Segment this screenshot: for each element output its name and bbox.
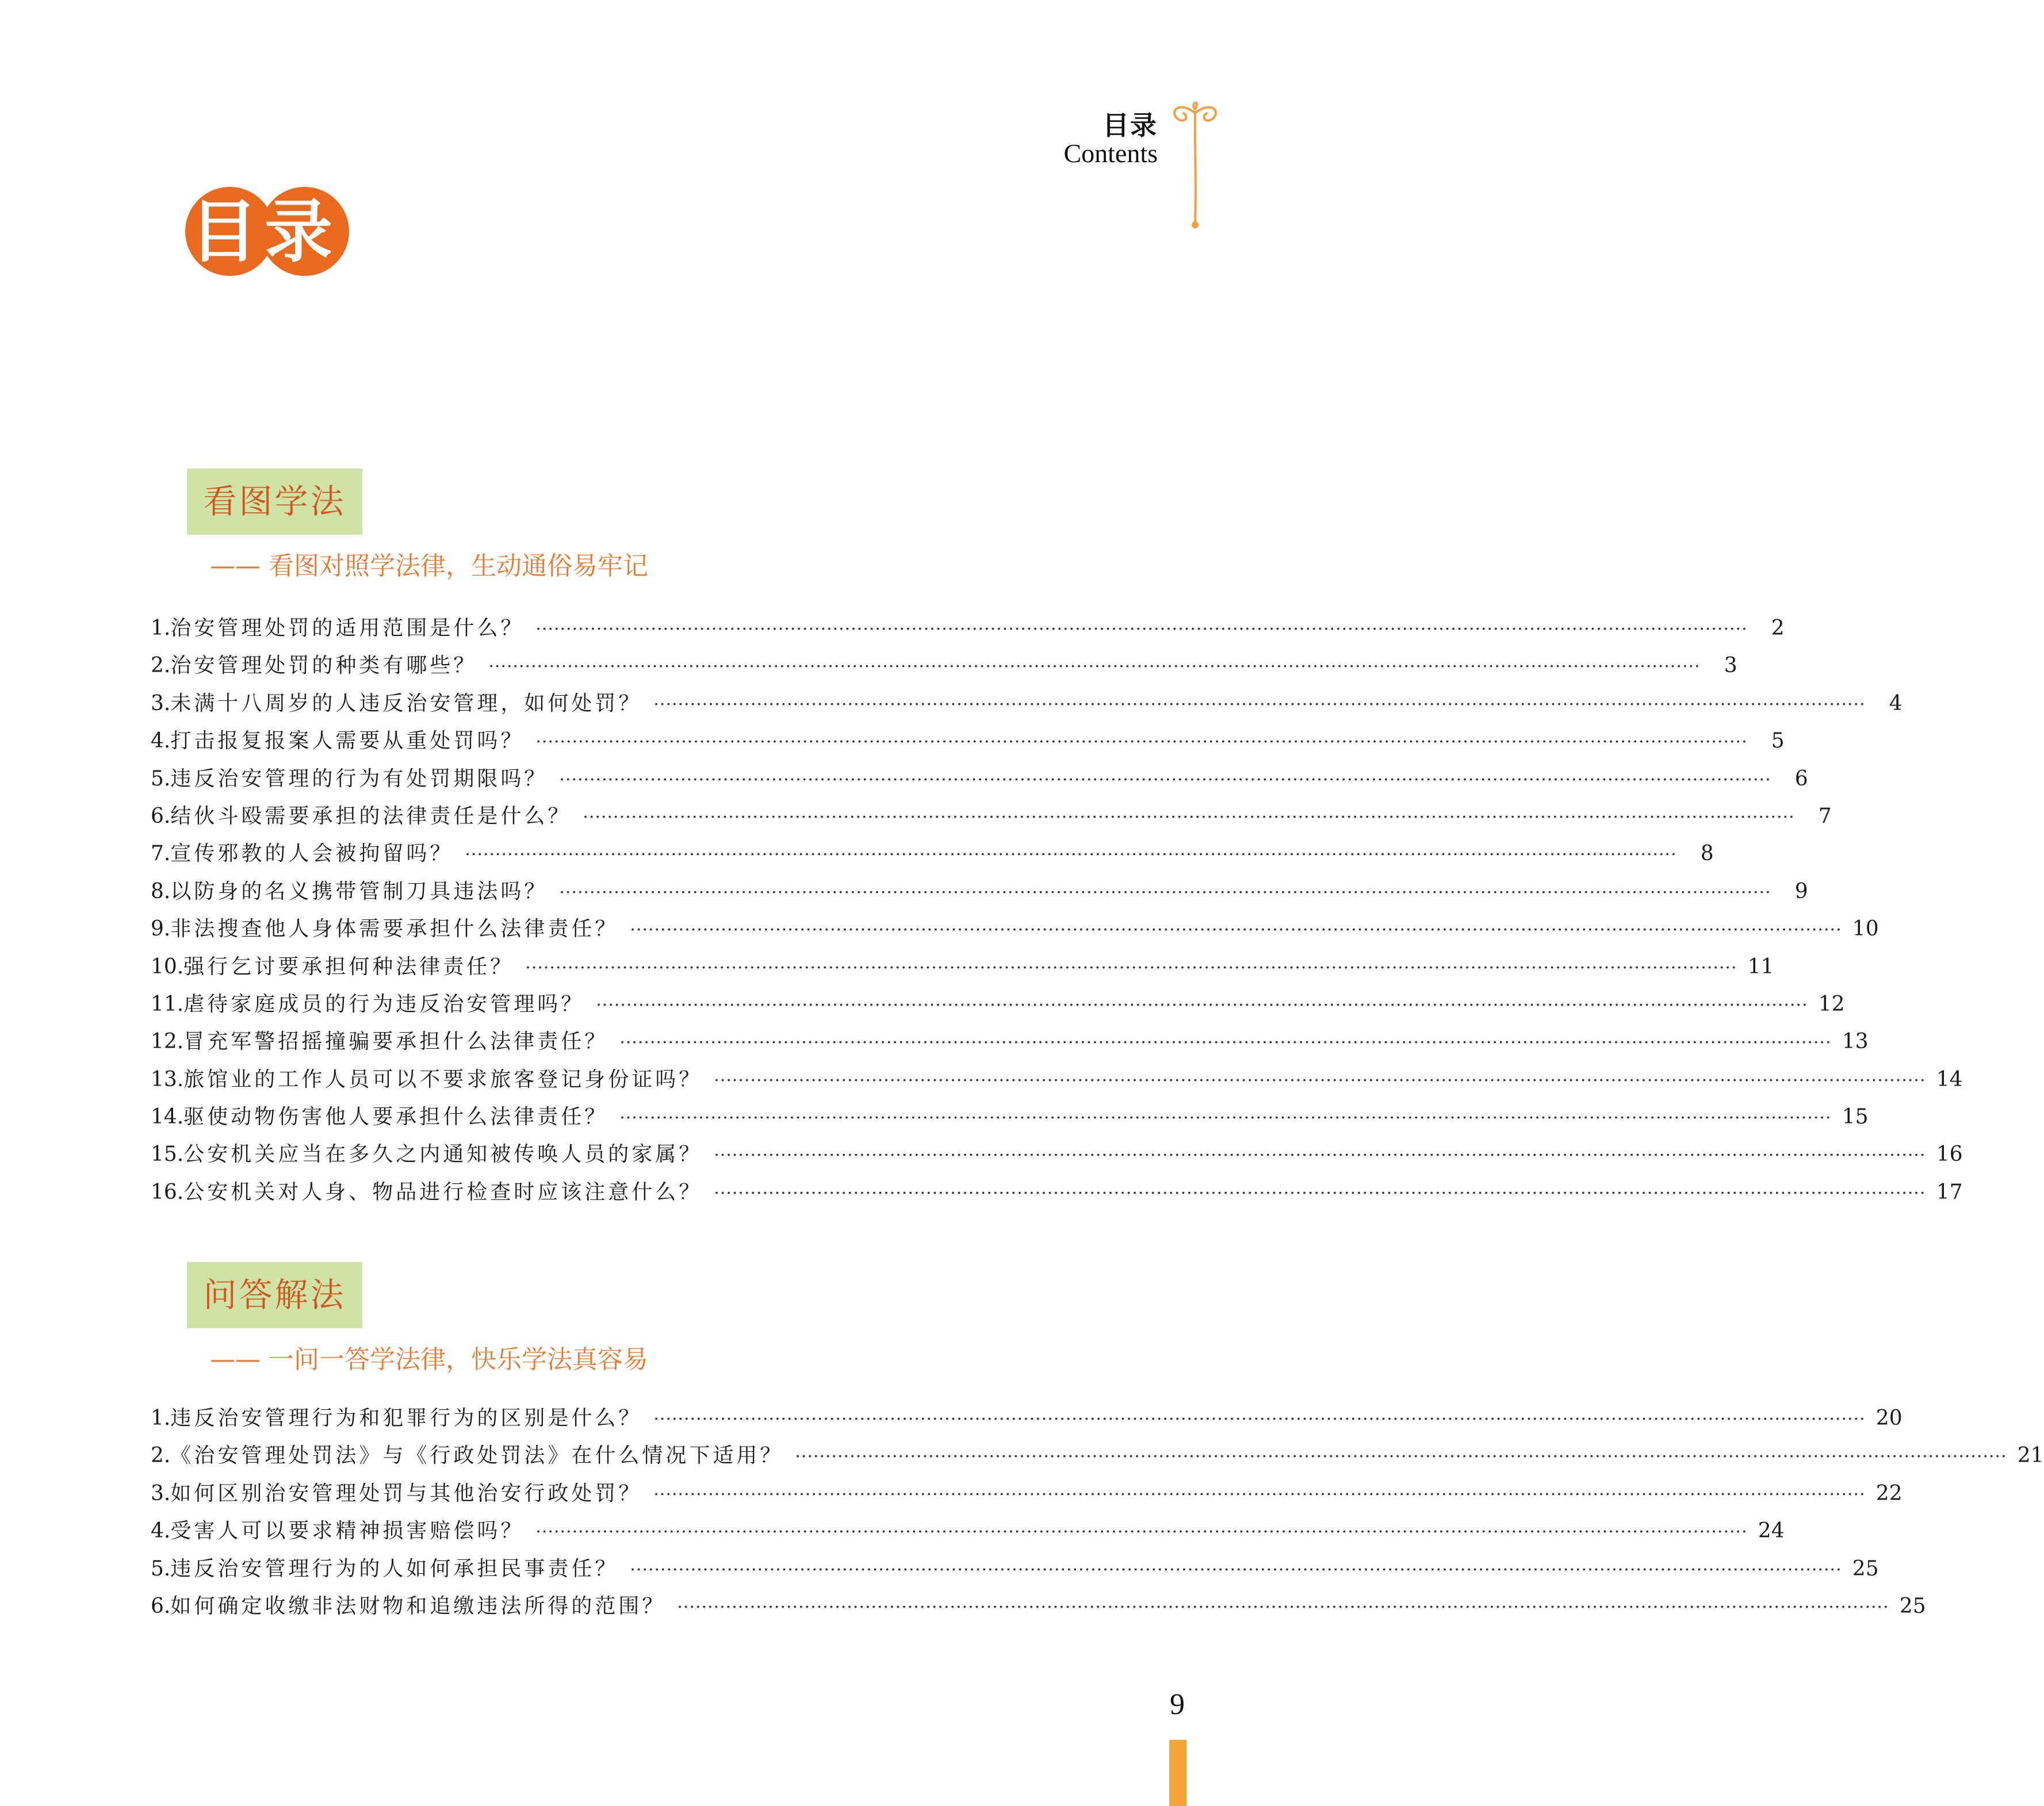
toc-entry-number: 15.: [151, 1142, 184, 1167]
toc-entry-title: 冒充军警招摇撞骗要承担什么法律责任？: [183, 1030, 608, 1054]
toc-entry-page: 2: [1771, 616, 1785, 640]
toc-entry-title: 驱使动物伤害他人要承担什么法律责任？: [183, 1105, 608, 1129]
toc-entry[interactable]: [151, 1023, 1869, 1060]
toc-entry[interactable]: [151, 797, 1832, 835]
page-title: 目录: [190, 192, 340, 271]
toc-entry-title: 未满十八周岁的人违反治安管理，如何处罚？: [170, 691, 642, 715]
section-subtitle: —— 一问一答学法律，快乐学法真容易: [210, 1345, 648, 1374]
section-heading-box: [187, 1262, 362, 1328]
toc-dot-leader: ········································································································································································································: [619, 1033, 1832, 1053]
toc-entry-number: 4.: [151, 729, 171, 753]
toc-entry-number: 3.: [151, 691, 171, 715]
toc-entry-number: 3.: [151, 1481, 171, 1505]
toc-dot-leader: ········································································································································································································: [525, 957, 1737, 978]
toc-dot-leader: ········································································································································································································: [488, 657, 1701, 677]
toc-entry-title: 如何区别治安管理处罚与其他治安行政处罚？: [170, 1481, 642, 1505]
toc-entry-page: 8: [1700, 842, 1714, 866]
header-title-cn: 目录: [1103, 110, 1158, 141]
toc-entry-number: 14.: [151, 1105, 184, 1129]
toc-entry-page: 24: [1758, 1519, 1785, 1543]
toc-entry[interactable]: [151, 685, 1903, 722]
toc-entry-page: 3: [1724, 654, 1737, 678]
toc-entry-number: 4.: [151, 1519, 171, 1543]
toc-entry[interactable]: [151, 760, 1808, 797]
toc-dot-leader: ········································································································································································································: [535, 732, 1748, 753]
toc-entry[interactable]: [151, 986, 1845, 1023]
toc-entry-number: 8.: [151, 879, 171, 903]
toc-dot-leader: ········································································································································································································: [596, 995, 1808, 1015]
toc-entry-number: 12.: [151, 1030, 184, 1054]
toc-dot-leader: ········································································································································································································: [559, 882, 1771, 903]
section-heading: 问答解法: [203, 1275, 346, 1314]
flourish-ornament-icon: [1166, 95, 1224, 227]
toc-entry-number: 9.: [151, 917, 171, 941]
toc-entry-page: 25: [1899, 1594, 1926, 1618]
toc-entry-number: 2.: [151, 654, 171, 678]
toc-entry-title: 公安机关对人身、物品进行检查时应该注意什么？: [183, 1180, 703, 1204]
toc-entry-number: 2.: [151, 1444, 171, 1468]
toc-entry[interactable]: [151, 873, 1808, 910]
toc-entry-number: 11.: [151, 992, 184, 1016]
toc-entry-page: 10: [1852, 917, 1879, 941]
toc-dot-leader: ········································································································································································································: [465, 845, 1677, 865]
toc-entry[interactable]: [151, 722, 1785, 760]
toc-entry-title: 违反治安管理行为的人如何承担民事责任？: [170, 1556, 619, 1581]
section-subtitle: —— 看图对照学法律，生动通俗易牢记: [210, 551, 648, 581]
toc-entry-page: 12: [1818, 992, 1845, 1016]
toc-entry-title: 以防身的名义携带管制刀具违法吗？: [170, 879, 548, 903]
toc-entry-page: 13: [1842, 1030, 1869, 1054]
toc-entry-page: 5: [1771, 729, 1785, 753]
toc-dot-leader: ········································································································································································································: [535, 619, 1748, 639]
toc-entry-title: 违反治安管理行为和犯罪行为的区别是什么？: [170, 1406, 642, 1430]
page-title-badge: [185, 184, 358, 279]
toc-entry-title: 公安机关应当在多久之内通知被传唤人员的家属？: [183, 1142, 703, 1167]
toc-entry[interactable]: [151, 1399, 1903, 1437]
toc-entry-page: 21: [2017, 1444, 2044, 1468]
toc-entry-title: 如何确定收缴非法财物和追缴违法所得的范围？: [170, 1594, 666, 1618]
toc-list: [151, 609, 1963, 1211]
toc-dot-leader: ········································································································································································································: [653, 694, 1866, 715]
toc-entry-title: 旅馆业的工作人员可以不要求旅客登记身份证吗？: [183, 1067, 703, 1091]
toc-entry[interactable]: [151, 1588, 1926, 1625]
toc-entry[interactable]: [151, 910, 1879, 948]
toc-entry[interactable]: [151, 1550, 1879, 1588]
toc-entry-number: 10.: [151, 954, 184, 979]
toc-entry-title: 虐待家庭成员的行为违反治安管理吗？: [183, 992, 585, 1016]
toc-entry-number: 6.: [151, 1594, 171, 1618]
toc-dot-leader: ········································································································································································································: [795, 1447, 2007, 1467]
toc-entry-page: 22: [1875, 1481, 1903, 1505]
toc-entry-title: 治安管理处罚的种类有哪些？: [170, 654, 477, 678]
toc-entry-number: 13.: [151, 1067, 184, 1091]
toc-entry-title: 违反治安管理的行为有处罚期限吗？: [170, 766, 548, 791]
toc-entry[interactable]: [151, 1475, 1903, 1512]
toc-entry[interactable]: [151, 835, 1714, 872]
toc-dot-leader: ········································································································································································································: [653, 1484, 1866, 1505]
toc-entry-page: 6: [1794, 766, 1808, 791]
toc-entry[interactable]: [151, 609, 1785, 647]
toc-entry-title: 打击报复报案人需要从重处罚吗？: [170, 729, 525, 753]
toc-entry-page: 7: [1818, 804, 1832, 828]
toc-entry-title: 治安管理处罚的适用范围是什么？: [170, 616, 525, 640]
toc-entry-title: 强行乞讨要承担何种法律责任？: [183, 954, 514, 979]
toc-entry-page: 9: [1794, 879, 1808, 903]
toc-dot-leader: ········································································································································································································: [714, 1070, 1926, 1091]
toc-entry-number: 7.: [151, 842, 171, 866]
page-number: 9: [1170, 1688, 1185, 1721]
toc-dot-leader: ········································································································································································································: [714, 1183, 1926, 1203]
toc-entry-title: 结伙斗殴需要承担的法律责任是什么？: [170, 804, 572, 828]
toc-entry-page: 20: [1875, 1406, 1903, 1430]
toc-dot-leader: ········································································································································································································: [714, 1145, 1926, 1166]
toc-entry-number: 1.: [151, 616, 171, 640]
toc-entry-number: 1.: [151, 1406, 171, 1430]
toc-dot-leader: ········································································································································································································: [630, 920, 1842, 941]
toc-entry[interactable]: [151, 1174, 1963, 1211]
toc-entry[interactable]: [151, 1098, 1869, 1136]
toc-entry-page: 16: [1936, 1142, 1963, 1167]
toc-dot-leader: ········································································································································································································: [653, 1409, 1866, 1429]
toc-entry-page: 11: [1747, 954, 1774, 979]
toc-entry-title: 非法搜查他人身体需要承担什么法律责任？: [170, 917, 619, 941]
toc-dot-leader: ········································································································································································································: [535, 1522, 1748, 1543]
toc-list: [151, 1399, 2044, 1625]
toc-dot-leader: ········································································································································································································: [619, 1108, 1832, 1129]
toc-entry[interactable]: [151, 1061, 1963, 1098]
section-heading-box: [187, 469, 362, 535]
header-title-en: Contents: [1063, 139, 1158, 168]
toc-entry[interactable]: [151, 1437, 2044, 1474]
toc-entry-page: 14: [1936, 1067, 1963, 1091]
toc-entry-page: 15: [1842, 1105, 1869, 1129]
page-edge-bar: [1169, 1740, 1186, 1806]
toc-entry[interactable]: [151, 1136, 1963, 1173]
toc-entry-page: 17: [1936, 1180, 1963, 1204]
toc-entry-number: 5.: [151, 1556, 171, 1581]
toc-entry[interactable]: [151, 948, 1774, 986]
toc-entry-title: 宣传邪教的人会被拘留吗？: [170, 842, 454, 866]
toc-dot-leader: ········································································································································································································: [630, 1559, 1842, 1580]
toc-entry-title: 《治安管理处罚法》与《行政处罚法》在什么情况下适用？: [170, 1444, 784, 1468]
toc-dot-leader: ········································································································································································································: [677, 1597, 1889, 1617]
toc-dot-leader: ········································································································································································································: [583, 807, 1795, 827]
toc-dot-leader: ········································································································································································································: [559, 769, 1771, 790]
toc-entry-page: 25: [1852, 1556, 1879, 1581]
section-heading: 看图学法: [203, 482, 346, 521]
toc-entry-title: 受害人可以要求精神损害赔偿吗？: [170, 1519, 525, 1543]
toc-entry[interactable]: [151, 647, 1737, 684]
toc-entry-number: 5.: [151, 766, 171, 791]
toc-entry-number: 16.: [151, 1180, 184, 1204]
toc-entry-number: 6.: [151, 804, 171, 828]
toc-entry[interactable]: [151, 1512, 1785, 1550]
toc-entry-page: 4: [1889, 691, 1903, 715]
